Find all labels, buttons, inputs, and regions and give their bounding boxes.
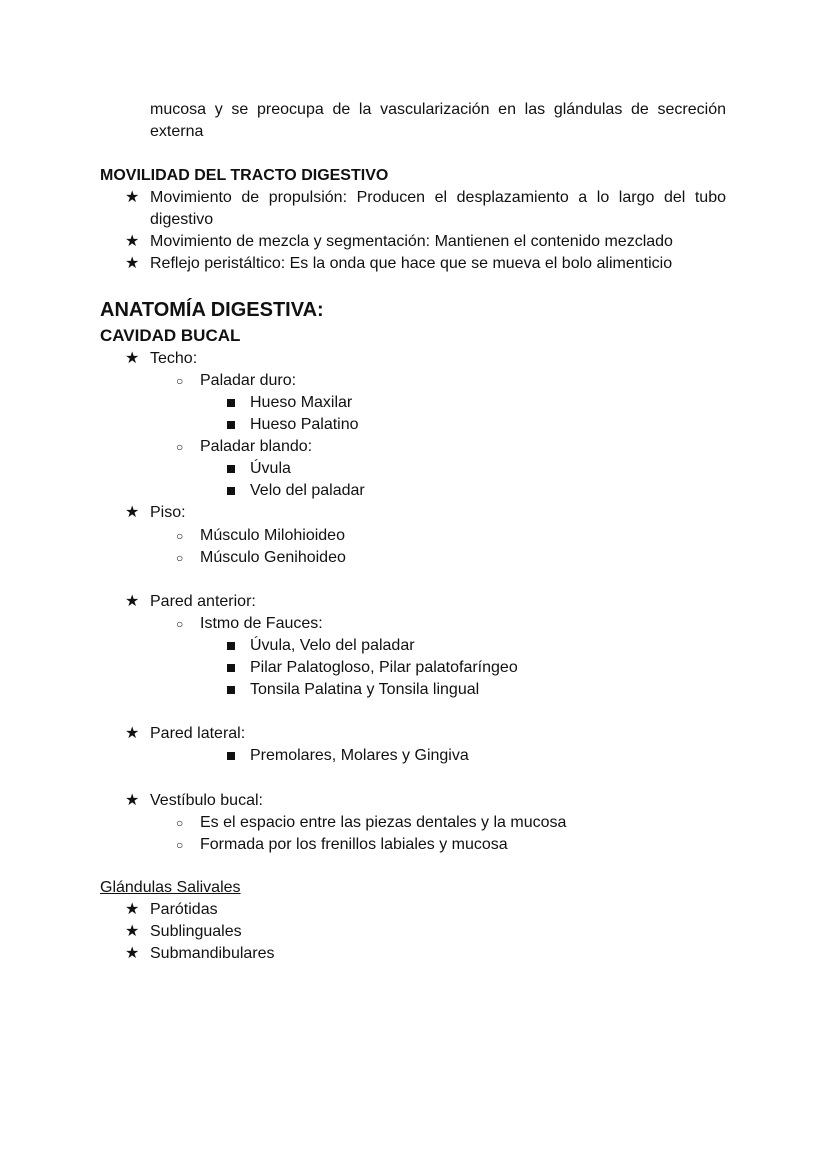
circle-bullet-icon: ○ [176, 551, 184, 565]
list-item: Músculo Milohioideo [200, 527, 345, 544]
list-item: Sublinguales [150, 923, 242, 940]
square-bullet-icon [227, 635, 235, 657]
list-item: Submandibulares [150, 945, 275, 962]
star-bullet-icon: ★ [125, 504, 140, 521]
list-item: Formada por los frenillos labiales y mucosa [200, 836, 508, 853]
list-item: Parótidas [150, 901, 218, 918]
square-bullet-icon [227, 480, 235, 502]
circle-bullet-icon: ○ [176, 440, 184, 454]
circle-bullet-icon: ○ [176, 838, 184, 852]
list-item: Úvula, Velo del paladar [250, 637, 415, 654]
star-bullet-icon: ★ [125, 945, 140, 962]
list-item: Pilar Palatogloso, Pilar palatofaríngeo [250, 659, 518, 676]
subheading-cavidad-bucal: CAVIDAD BUCAL [100, 326, 241, 345]
circle-bullet-icon: ○ [176, 617, 184, 631]
circle-bullet-icon: ○ [176, 529, 184, 543]
list-item: Velo del paladar [250, 482, 365, 499]
square-bullet-icon [227, 414, 235, 436]
star-bullet-icon: ★ [125, 593, 140, 610]
list-item-paladar-duro: Paladar duro: [200, 372, 297, 389]
list-item: Movimiento de propulsión: Producen el desplazamiento a lo largo del tubo [150, 189, 726, 206]
list-item-paladar-blando: Paladar blando: [200, 438, 313, 455]
star-bullet-icon: ★ [125, 725, 140, 742]
list-item-pared-lateral: Pared lateral: [150, 725, 246, 742]
list-item: Reflejo peristáltico: Es la onda que hace que se mueva el bolo alimenticio [150, 255, 673, 272]
star-bullet-icon: ★ [125, 923, 140, 940]
list-item: Úvula [250, 460, 291, 477]
square-bullet-icon [227, 392, 235, 414]
list-item-istmo: Istmo de Fauces: [200, 615, 323, 632]
section-heading-anatomia: ANATOMÍA DIGESTIVA: [100, 299, 324, 321]
circle-bullet-icon: ○ [176, 816, 184, 830]
section-heading-movilidad: MOVILIDAD DEL TRACTO DIGESTIVO [100, 167, 389, 184]
subheading-glandulas-salivales: Glándulas Salivales [100, 879, 241, 896]
list-item: Movimiento de mezcla y segmentación: Mantienen el contenido mezclado [150, 233, 673, 250]
list-item: Es el espacio entre las piezas dentales y la mucosa [200, 814, 567, 831]
star-bullet-icon: ★ [125, 233, 140, 250]
list-item: Hueso Palatino [250, 416, 359, 433]
list-item: Tonsila Palatina y Tonsila lingual [250, 681, 480, 698]
star-bullet-icon: ★ [125, 350, 140, 367]
square-bullet-icon [227, 745, 235, 767]
square-bullet-icon [227, 679, 235, 701]
square-bullet-icon [227, 458, 235, 480]
list-item: Premolares, Molares y Gingiva [250, 747, 469, 764]
list-item: Hueso Maxilar [250, 394, 353, 411]
intro-line-1: mucosa y se preocupa de la vascularización en las glándulas de secreción [150, 101, 726, 118]
list-item-continuation: digestivo [150, 211, 214, 228]
list-item: Músculo Genihoideo [200, 549, 346, 566]
star-bullet-icon: ★ [125, 792, 140, 809]
star-bullet-icon: ★ [125, 189, 140, 206]
star-bullet-icon: ★ [125, 255, 140, 272]
circle-bullet-icon: ○ [176, 374, 184, 388]
list-item-piso: Piso: [150, 504, 186, 521]
list-item-pared-anterior: Pared anterior: [150, 593, 256, 610]
square-bullet-icon [227, 657, 235, 679]
intro-line-2: externa [150, 123, 204, 140]
list-item-techo: Techo: [150, 350, 198, 367]
list-item-vestibulo: Vestíbulo bucal: [150, 792, 263, 809]
star-bullet-icon: ★ [125, 901, 140, 918]
